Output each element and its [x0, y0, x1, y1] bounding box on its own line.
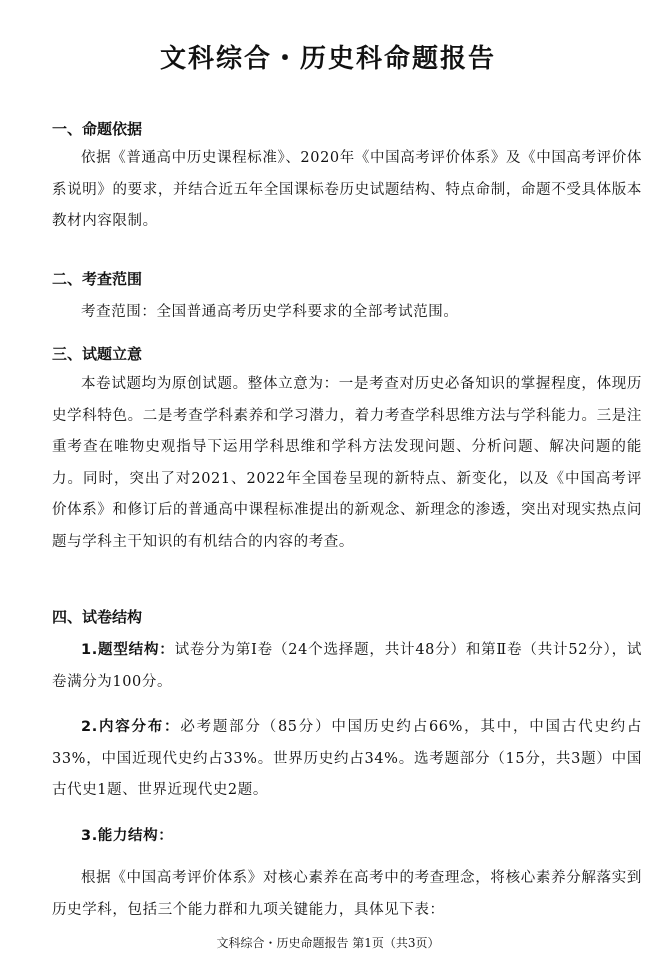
item-question-structure — [52, 635, 642, 698]
section-heading-4: 四、试卷结构 — [52, 608, 143, 626]
item-content-distribution — [52, 712, 642, 807]
section-2-paragraph: 考查范围：全国普通高考历史学科要求的全部考试范围。 — [81, 304, 459, 320]
item-label: 2.内容分布： — [81, 719, 181, 735]
section-heading-2: 二、考查范围 — [52, 270, 143, 288]
item-ability-structure — [52, 821, 642, 853]
section-heading-3: 三、试题立意 — [52, 345, 143, 363]
item-text: 试卷分为第Ⅰ卷（24个选择题，共计48分）和第Ⅱ卷（共计52分），试卷满分为100分。 — [52, 642, 642, 690]
item-label: 1.题型结构： — [81, 642, 175, 658]
item-label: 3.能力结构： — [81, 828, 174, 844]
section-heading-1: 一、命题依据 — [52, 120, 143, 138]
section-3-paragraph: 本卷试题均为原创试题。整体立意为：一是考查对历史必备知识的掌握程度，体现历史学科特色。二是考查学科素养和学习潜力，着力考查学科思维方法与学科能力。三是注重考查在唯物史观指导下运用学科思维和学科方法发现问题、分析问题、解决问题的能力。同时，突出了对2021、2022年全国卷呈现的新特点、新变化，以及《中国高考评价体系》和修订后的普通高中课程标准提出的新观念、新理念的渗透，突出对现实热点问题与学科主干知识的有机结合的内容的考查。 — [52, 376, 642, 550]
item-text: 必考题部分（85分）中国历史约占66%，其中，中国古代史约占33%，中国近现代史约占33%。世界历史约占34%。选考题部分（15分，共3题）中国古代史1题、世界近现代史2题。 — [52, 719, 642, 798]
page-title: 文科综合・历史科命题报告 — [159, 44, 496, 74]
page-footer: 文科综合・历史命题报告 第1页（共3页） — [216, 936, 440, 950]
section-4-paragraph: 根据《中国高考评价体系》对核心素养在高考中的考查理念，将核心素养分解落实到历史学科，包括三个能力群和九项关键能力，具体见下表： — [52, 870, 642, 918]
section-1-paragraph: 依据《普通高中历史课程标准》、2020年《中国高考评价体系》及《中国高考评价体系说明》的要求，并结合近五年全国课标卷历史试题结构、特点命制，命题不受具体版本教材内容限制。 — [52, 150, 642, 229]
